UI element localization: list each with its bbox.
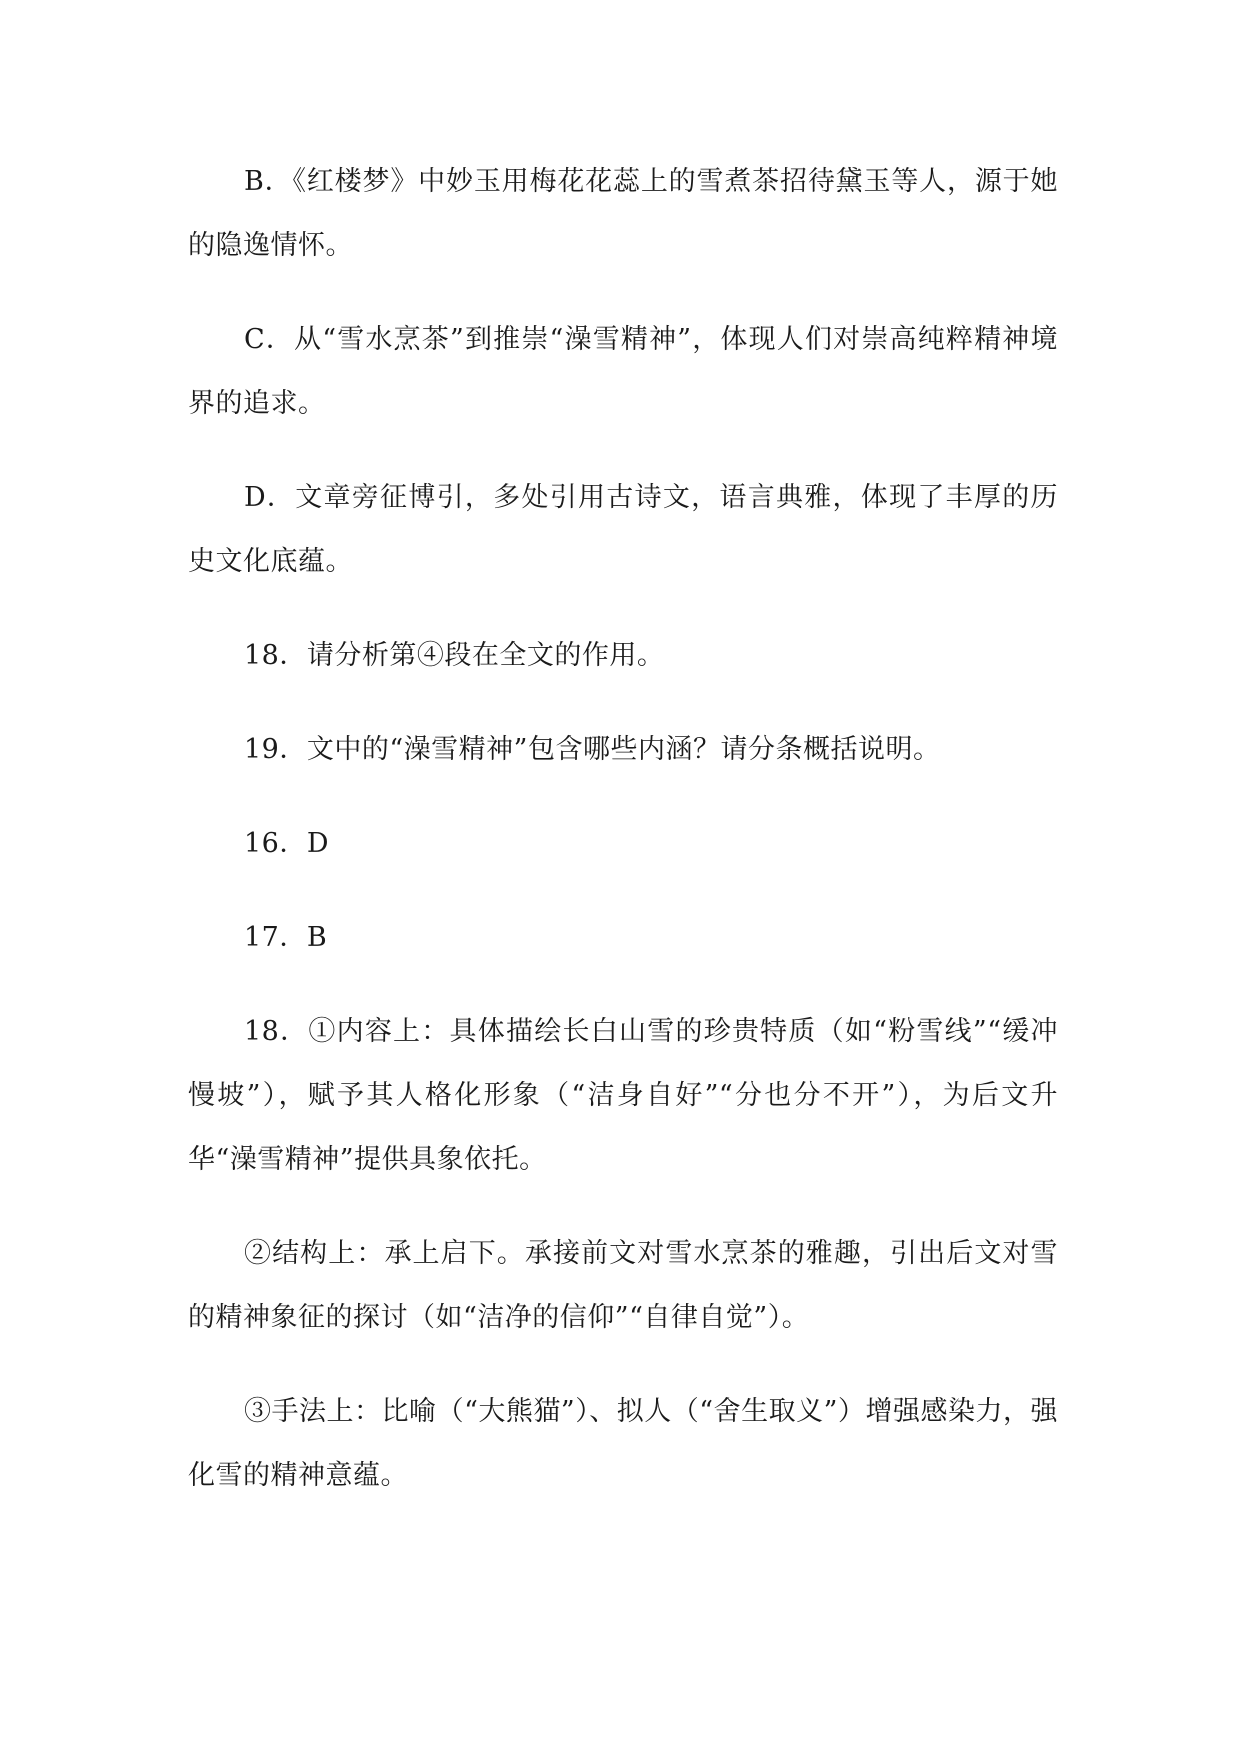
answer-18-content-paragraph: 18．①内容上：具体描绘长白山雪的珍贵特质（如“粉雪线”“缓冲慢坡”），赋予其人格化形象（“洁身自好”“分也分不开”），为后文升华“澡雪精神”提供具象依托。 — [188, 1016, 1058, 1175]
question-18-paragraph: 18．请分析第④段在全文的作用。 — [244, 640, 665, 671]
document-body — [188, 150, 1058, 1508]
option-c-paragraph: C．从“雪水烹茶”到推崇“澡雪精神”，体现人们对崇高纯粹精神境界的追求。 — [188, 324, 1058, 419]
answer-18-technique-paragraph: ③手法上：比喻（“大熊猫”）、拟人（“舍生取义”）增强感染力，强化雪的精神意蕴。 — [188, 1396, 1058, 1491]
question-19-paragraph: 19．文中的“澡雪精神”包含哪些内涵？请分条概括说明。 — [244, 734, 941, 765]
answer-17-paragraph: 17．B — [244, 922, 328, 953]
option-d-paragraph: D．文章旁征博引，多处引用古诗文，语言典雅，体现了丰厚的历史文化底蕴。 — [188, 482, 1058, 577]
option-b-paragraph: B．《红楼梦》中妙玉用梅花花蕊上的雪煮茶招待黛玉等人，源于她的隐逸情怀。 — [188, 166, 1058, 261]
answer-16-paragraph: 16．D — [244, 828, 330, 859]
answer-18-structure-paragraph: ②结构上：承上启下。承接前文对雪水烹茶的雅趣，引出后文对雪的精神象征的探讨（如“洁净的信仰”“自律自觉”）。 — [188, 1238, 1058, 1333]
